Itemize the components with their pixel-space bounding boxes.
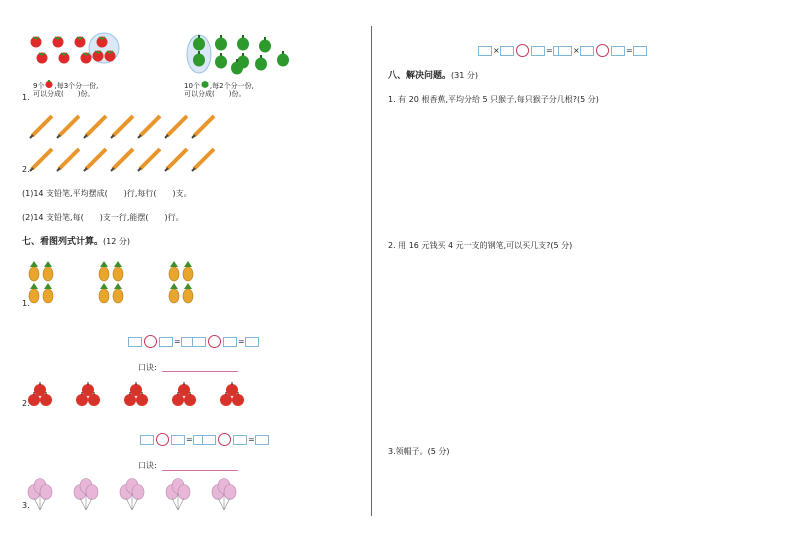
answer-box[interactable] [245,337,259,347]
equals-sign: = [238,337,245,346]
pepper-icon [200,80,210,88]
pencil-rows-illustration [30,114,230,174]
equals-sign: = [248,435,255,444]
pencil-icon [138,149,160,171]
apple-icon [178,382,190,396]
section-7-title: 七、看图列式计算。 [22,237,104,247]
answer-box[interactable] [633,46,647,56]
tomato-icon [31,37,42,48]
pineapple-icon [113,283,123,303]
koujue-line-1[interactable] [162,371,238,372]
answer-box[interactable] [202,435,216,445]
section-7-score: (12 分) [103,237,130,246]
pencil-icon [84,149,106,171]
answer-box[interactable] [558,46,572,56]
p3-number: 3. [22,501,30,510]
pencil-icon [84,116,106,138]
answer-box[interactable] [223,337,237,347]
column-divider [371,26,372,516]
pencil-icon [192,116,214,138]
answer-box[interactable] [128,337,142,347]
times-sign: × [573,46,580,55]
p1-number: 1. [22,299,30,308]
equals-sign: = [174,337,181,346]
pencil-icon [30,116,52,138]
pencil-icon [165,116,187,138]
pineapple-icon [113,261,123,281]
pencil-icon [138,116,160,138]
balloon-groups-illustration [28,476,258,516]
tomato-icon [59,53,70,64]
problem-2: 2. 用 16 元钱买 4 元一支的钢笔,可以买几支?(5 分) [388,241,573,250]
pineapple-icon [29,261,39,281]
q1-number: 1. [22,93,30,102]
pineapple-icon [99,283,109,303]
pepper-icon [277,51,289,67]
balloon-icon [132,485,144,500]
balloon-icon [86,485,98,500]
pepper-icon [215,35,227,51]
answer-box[interactable] [140,435,154,445]
q1-tomato-label: 9个 ,每3个分一份, [33,82,99,90]
section-8-heading [388,70,478,82]
operator-circle[interactable] [516,44,529,57]
apple-icon [226,382,238,396]
operator-circle[interactable] [208,335,221,348]
tomato-group-illustration [26,32,126,82]
answer-box[interactable] [233,435,247,445]
pencil-icon [111,149,133,171]
koujue-line-2[interactable] [162,470,238,471]
koujue-label-2: 口诀: [138,461,157,470]
apple-icon [82,382,94,396]
tomato-icon [37,53,48,64]
operator-circle[interactable] [156,433,169,446]
pepper-icon [215,53,227,69]
section-8-score: (31 分) [451,71,478,80]
p2-number: 2. [22,399,30,408]
pencil-icon [57,149,79,171]
pineapple-icon [29,283,39,303]
pineapple-icon [169,261,179,281]
apple-icon [34,382,46,396]
balloon-icon [224,485,236,500]
tomato-icon [53,37,64,48]
pineapple-icon [43,283,53,303]
tomato-icon [97,37,108,48]
q2-line-1: (1)14 支铅笔,平均摆成( )行,每行( )支。 [22,189,192,198]
answer-box[interactable] [171,435,185,445]
operator-circle[interactable] [144,335,157,348]
q2-number: 2. [22,165,30,174]
pepper-group-illustration [185,32,295,82]
pineapple-icon [99,261,109,281]
equals-sign: = [546,46,553,55]
pencil-icon [165,149,187,171]
section-8-title: 八、解决问题。 [388,71,452,81]
tomato-icon [44,80,54,88]
pepper-icon [237,35,249,51]
apple-groups-illustration [28,382,258,412]
times-sign: × [493,46,500,55]
answer-box[interactable] [500,46,514,56]
answer-box[interactable] [159,337,173,347]
tomato-icon [105,51,116,62]
pineapple-icon [43,261,53,281]
tomato-icon [93,51,104,62]
answer-box[interactable] [531,46,545,56]
pencil-icon [192,149,214,171]
operator-circle[interactable] [218,433,231,446]
pineapple-icon [183,283,193,303]
balloon-icon [40,485,52,500]
pepper-icon [259,37,271,53]
q2-line-2: (2)14 支铅笔,每( )支一行,能摆( )行。 [22,213,184,222]
koujue-label-1: 口诀: [138,363,157,372]
section-7-heading [22,236,130,248]
q1-pepper-question: 可以分成( )份。 [184,90,246,98]
q1-tomato-question: 可以分成( )份。 [33,90,95,98]
pencil-icon [57,116,79,138]
tomato-icon [75,37,86,48]
answer-box[interactable] [478,46,492,56]
operator-circle[interactable] [596,44,609,57]
equals-sign: = [186,435,193,444]
problem-1: 1. 有 20 根香蕉,平均分给 5 只猴子,每只猴子分几根?(5 分) [388,95,599,104]
pineapple-groups-illustration [26,262,216,312]
answer-box[interactable] [580,46,594,56]
tomato-icon [81,53,92,64]
answer-box[interactable] [611,46,625,56]
answer-box[interactable] [192,337,206,347]
q1-pepper-label: 10个 ,每2个分一份, [184,82,254,90]
pineapple-icon [183,261,193,281]
equals-sign: = [626,46,633,55]
apple-icon [130,382,142,396]
pineapple-icon [169,283,179,303]
answer-box[interactable] [255,435,269,445]
pepper-icon [255,55,267,71]
pencil-icon [111,116,133,138]
balloon-icon [178,485,190,500]
pencil-icon [30,149,52,171]
problem-3: 3.领帽子。(5 分) [388,447,450,456]
